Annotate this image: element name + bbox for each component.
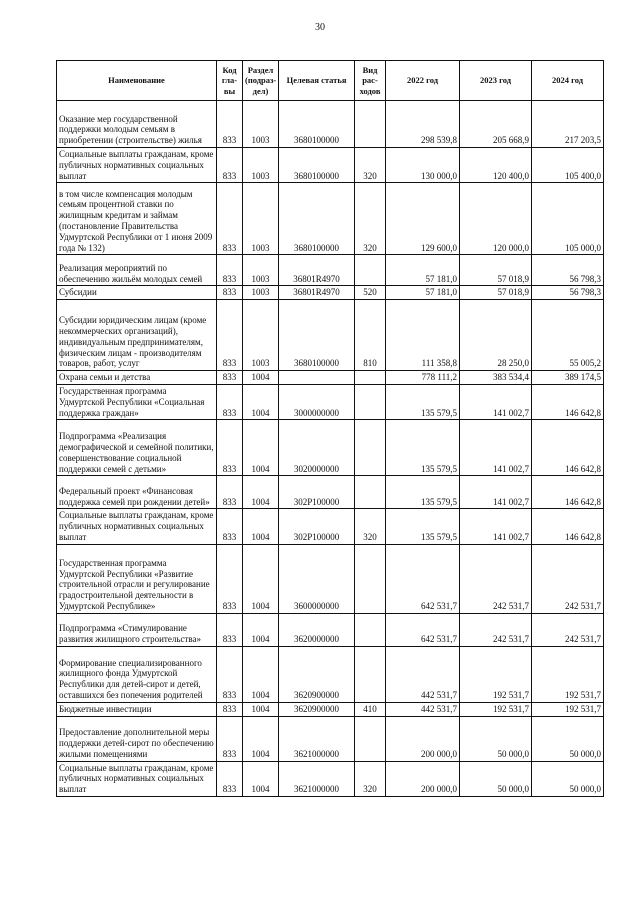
cell-section: 1004 bbox=[243, 476, 279, 509]
cell-section: 1004 bbox=[243, 702, 279, 716]
cell-section: 1004 bbox=[243, 384, 279, 419]
cell-section: 1004 bbox=[243, 509, 279, 544]
cell-type bbox=[355, 255, 386, 286]
cell-code: 833 bbox=[217, 101, 243, 148]
table-row bbox=[57, 716, 604, 761]
cell-target: 3620000000 bbox=[279, 613, 355, 646]
cell-y2024: 105 400,0 bbox=[532, 148, 604, 183]
cell-y2024: 217 203,5 bbox=[532, 101, 604, 148]
cell-code: 833 bbox=[217, 613, 243, 646]
cell-y2022: 135 579,5 bbox=[386, 476, 460, 509]
table-row bbox=[57, 183, 604, 255]
table-row bbox=[57, 761, 604, 796]
cell-code: 833 bbox=[217, 300, 243, 371]
table-row bbox=[57, 148, 604, 183]
cell-y2024: 192 531,7 bbox=[532, 702, 604, 716]
cell-y2022: 642 531,7 bbox=[386, 613, 460, 646]
table-row bbox=[57, 646, 604, 702]
cell-section: 1004 bbox=[243, 613, 279, 646]
cell-name: Реализация мероприятий по обеспечению жильём молодых семей bbox=[57, 255, 217, 286]
cell-y2024: 146 642,8 bbox=[532, 509, 604, 544]
cell-y2023: 242 531,7 bbox=[460, 544, 532, 613]
cell-section: 1004 bbox=[243, 646, 279, 702]
cell-target: 3000000000 bbox=[279, 384, 355, 419]
cell-target: 3680100000 bbox=[279, 183, 355, 255]
cell-y2022: 200 000,0 bbox=[386, 761, 460, 796]
cell-code: 833 bbox=[217, 544, 243, 613]
cell-type bbox=[355, 384, 386, 419]
table-row bbox=[57, 544, 604, 613]
cell-y2022: 642 531,7 bbox=[386, 544, 460, 613]
cell-name: Бюджетные инвестиции bbox=[57, 702, 217, 716]
cell-name: Государственная программа Удмуртской Республики «Развитие строительной отрасли и регулирование градостроительной деятельности в Удмуртской Республике» bbox=[57, 544, 217, 613]
header-target: Целевая статья bbox=[279, 61, 355, 101]
cell-target: 3620900000 bbox=[279, 702, 355, 716]
cell-type: 810 bbox=[355, 300, 386, 371]
cell-code: 833 bbox=[217, 148, 243, 183]
cell-type: 520 bbox=[355, 286, 386, 300]
cell-y2024: 50 000,0 bbox=[532, 761, 604, 796]
cell-name: Формирование специализированного жилищного фонда Удмуртской Республики для детей-сирот и детей, оставшихся без попечения родителей bbox=[57, 646, 217, 702]
cell-type bbox=[355, 613, 386, 646]
table-row bbox=[57, 702, 604, 716]
cell-type: 320 bbox=[355, 509, 386, 544]
cell-name: Федеральный проект «Финансовая поддержка семей при рождении детей» bbox=[57, 476, 217, 509]
table-row bbox=[57, 255, 604, 286]
table-row bbox=[57, 384, 604, 419]
header-type: Вид рас-ходов bbox=[355, 61, 386, 101]
cell-target bbox=[279, 371, 355, 385]
cell-y2023: 242 531,7 bbox=[460, 613, 532, 646]
cell-code: 833 bbox=[217, 646, 243, 702]
cell-section: 1003 bbox=[243, 286, 279, 300]
cell-code: 833 bbox=[217, 716, 243, 761]
cell-target: 3600000000 bbox=[279, 544, 355, 613]
cell-name: Государственная программа Удмуртской Республики «Социальная поддержка граждан» bbox=[57, 384, 217, 419]
cell-type: 410 bbox=[355, 702, 386, 716]
cell-target: 36801R4970 bbox=[279, 286, 355, 300]
cell-y2023: 28 250,0 bbox=[460, 300, 532, 371]
cell-name: Охрана семьи и детства bbox=[57, 371, 217, 385]
cell-type bbox=[355, 101, 386, 148]
cell-y2024: 242 531,7 bbox=[532, 613, 604, 646]
cell-y2023: 205 668,9 bbox=[460, 101, 532, 148]
table-row bbox=[57, 420, 604, 476]
cell-y2023: 192 531,7 bbox=[460, 702, 532, 716]
cell-code: 833 bbox=[217, 702, 243, 716]
cell-y2024: 389 174,5 bbox=[532, 371, 604, 385]
cell-type: 320 bbox=[355, 761, 386, 796]
cell-section: 1004 bbox=[243, 420, 279, 476]
header-2024: 2024 год bbox=[532, 61, 604, 101]
cell-code: 833 bbox=[217, 384, 243, 419]
cell-y2022: 298 539,8 bbox=[386, 101, 460, 148]
cell-target: 3621000000 bbox=[279, 716, 355, 761]
header-code: Код гла-вы bbox=[217, 61, 243, 101]
cell-name: в том числе компенсация молодым семьям процентной ставки по жилищным кредитам и займам (постановление Правительства Удмуртской Республики от 1 июня 2009 года № 132) bbox=[57, 183, 217, 255]
table-row bbox=[57, 371, 604, 385]
cell-name: Субсидии bbox=[57, 286, 217, 300]
cell-type bbox=[355, 716, 386, 761]
cell-y2022: 135 579,5 bbox=[386, 509, 460, 544]
cell-section: 1004 bbox=[243, 544, 279, 613]
cell-section: 1003 bbox=[243, 255, 279, 286]
table-row bbox=[57, 286, 604, 300]
cell-y2023: 120 400,0 bbox=[460, 148, 532, 183]
cell-y2024: 55 005,2 bbox=[532, 300, 604, 371]
cell-y2023: 383 534,4 bbox=[460, 371, 532, 385]
cell-y2022: 135 579,5 bbox=[386, 420, 460, 476]
cell-y2022: 442 531,7 bbox=[386, 702, 460, 716]
cell-y2022: 200 000,0 bbox=[386, 716, 460, 761]
cell-y2022: 442 531,7 bbox=[386, 646, 460, 702]
cell-y2023: 120 000,0 bbox=[460, 183, 532, 255]
cell-section: 1003 bbox=[243, 300, 279, 371]
cell-target: 3680100000 bbox=[279, 148, 355, 183]
cell-section: 1003 bbox=[243, 101, 279, 148]
cell-target: 3020000000 bbox=[279, 420, 355, 476]
cell-section: 1004 bbox=[243, 371, 279, 385]
cell-y2022: 111 358,8 bbox=[386, 300, 460, 371]
page-number: 30 bbox=[315, 22, 325, 33]
cell-target: 302P100000 bbox=[279, 509, 355, 544]
cell-section: 1003 bbox=[243, 148, 279, 183]
cell-name: Предоставление дополнительной меры поддержки детей-сирот по обеспечению жилыми помещениями bbox=[57, 716, 217, 761]
cell-code: 833 bbox=[217, 286, 243, 300]
cell-y2023: 50 000,0 bbox=[460, 761, 532, 796]
cell-name: Социальные выплаты гражданам, кроме публичных нормативных социальных выплат bbox=[57, 509, 217, 544]
cell-code: 833 bbox=[217, 761, 243, 796]
table-row bbox=[57, 509, 604, 544]
cell-type: 320 bbox=[355, 148, 386, 183]
cell-y2023: 50 000,0 bbox=[460, 716, 532, 761]
cell-target: 3620900000 bbox=[279, 646, 355, 702]
cell-y2022: 778 111,2 bbox=[386, 371, 460, 385]
cell-y2023: 141 002,7 bbox=[460, 509, 532, 544]
cell-type bbox=[355, 420, 386, 476]
header-2023: 2023 год bbox=[460, 61, 532, 101]
cell-y2024: 56 798,3 bbox=[532, 255, 604, 286]
cell-section: 1003 bbox=[243, 183, 279, 255]
cell-type: 320 bbox=[355, 183, 386, 255]
cell-y2023: 57 018,9 bbox=[460, 286, 532, 300]
budget-table bbox=[56, 60, 604, 797]
cell-code: 833 bbox=[217, 183, 243, 255]
cell-y2024: 146 642,8 bbox=[532, 420, 604, 476]
cell-name: Подпрограмма «Стимулирование развития жилищного строительства» bbox=[57, 613, 217, 646]
header-name: Наименование bbox=[57, 61, 217, 101]
cell-y2023: 141 002,7 bbox=[460, 384, 532, 419]
cell-y2023: 141 002,7 bbox=[460, 476, 532, 509]
cell-code: 833 bbox=[217, 476, 243, 509]
cell-code: 833 bbox=[217, 420, 243, 476]
cell-code: 833 bbox=[217, 255, 243, 286]
cell-y2024: 50 000,0 bbox=[532, 716, 604, 761]
cell-type bbox=[355, 646, 386, 702]
cell-y2024: 242 531,7 bbox=[532, 544, 604, 613]
cell-code: 833 bbox=[217, 371, 243, 385]
cell-target: 302P100000 bbox=[279, 476, 355, 509]
cell-section: 1004 bbox=[243, 716, 279, 761]
header-section: Раздел (подраз-дел) bbox=[243, 61, 279, 101]
cell-y2022: 135 579,5 bbox=[386, 384, 460, 419]
cell-y2022: 57 181,0 bbox=[386, 286, 460, 300]
table-row bbox=[57, 476, 604, 509]
cell-y2024: 192 531,7 bbox=[532, 646, 604, 702]
cell-target: 3680100000 bbox=[279, 101, 355, 148]
cell-y2024: 56 798,3 bbox=[532, 286, 604, 300]
table-row bbox=[57, 101, 604, 148]
cell-y2022: 57 181,0 bbox=[386, 255, 460, 286]
cell-target: 3621000000 bbox=[279, 761, 355, 796]
cell-code: 833 bbox=[217, 509, 243, 544]
cell-name: Социальные выплаты гражданам, кроме публичных нормативных социальных выплат bbox=[57, 761, 217, 796]
header-2022: 2022 год bbox=[386, 61, 460, 101]
table-row bbox=[57, 300, 604, 371]
cell-type bbox=[355, 371, 386, 385]
cell-y2022: 129 600,0 bbox=[386, 183, 460, 255]
cell-y2024: 146 642,8 bbox=[532, 476, 604, 509]
cell-y2024: 146 642,8 bbox=[532, 384, 604, 419]
cell-y2023: 141 002,7 bbox=[460, 420, 532, 476]
table-row bbox=[57, 613, 604, 646]
cell-type bbox=[355, 544, 386, 613]
cell-type bbox=[355, 476, 386, 509]
cell-y2023: 192 531,7 bbox=[460, 646, 532, 702]
cell-name: Оказание мер государственной поддержки молодым семьям в приобретении (строительстве) жилья bbox=[57, 101, 217, 148]
cell-section: 1004 bbox=[243, 761, 279, 796]
cell-name: Подпрограмма «Реализация демографической и семейной политики, совершенствование социальной поддержки семей с детьми» bbox=[57, 420, 217, 476]
cell-name: Социальные выплаты гражданам, кроме публичных нормативных социальных выплат bbox=[57, 148, 217, 183]
cell-y2023: 57 018,9 bbox=[460, 255, 532, 286]
cell-y2022: 130 000,0 bbox=[386, 148, 460, 183]
cell-name: Субсидии юридическим лицам (кроме некоммерческих организаций), индивидуальным предпринимателям, физическим лицам - производителям товаров, работ, услуг bbox=[57, 300, 217, 371]
cell-target: 3680100000 bbox=[279, 300, 355, 371]
table-header-row bbox=[57, 61, 604, 101]
cell-y2024: 105 000,0 bbox=[532, 183, 604, 255]
cell-target: 36801R4970 bbox=[279, 255, 355, 286]
